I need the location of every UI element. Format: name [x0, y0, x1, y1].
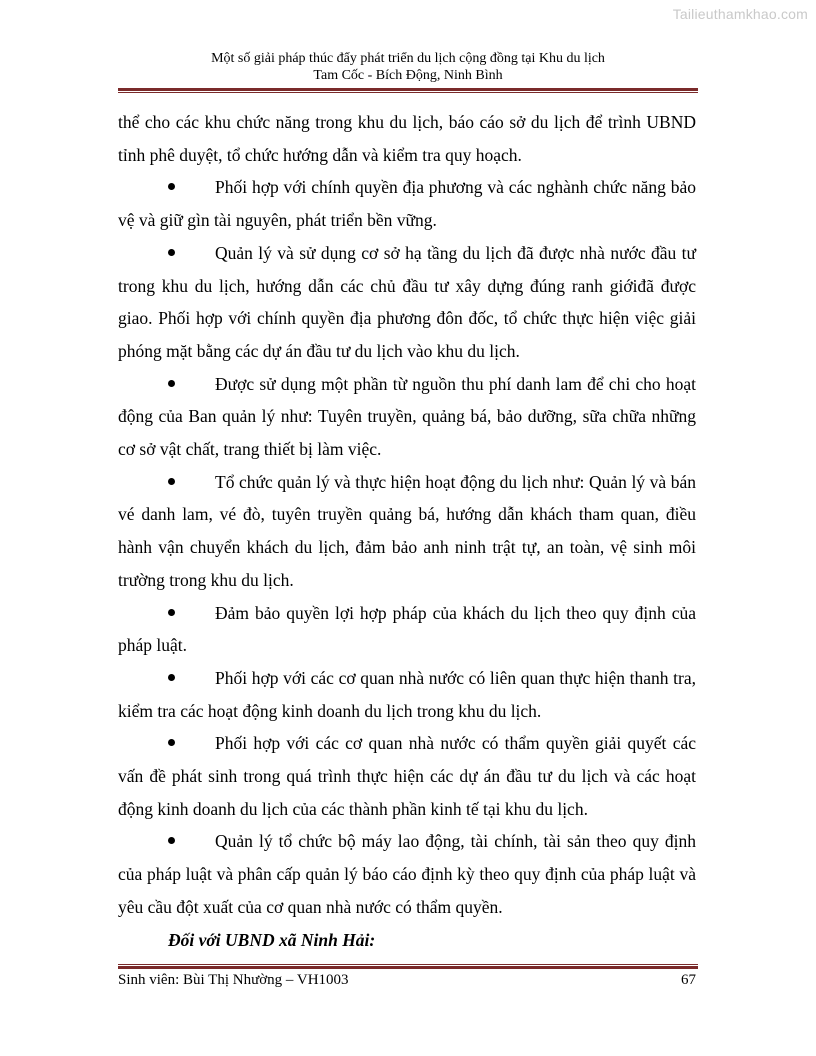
section-subheading: Đối với UBND xã Ninh Hải:	[168, 929, 376, 950]
bullet-icon	[168, 609, 175, 616]
bullet-paragraph: Phối hợp với chính quyền địa phương và các nghành chức năng bảo vệ và giữ gìn tài nguyên, phát triển bền vững.	[118, 177, 696, 231]
bullet-icon	[168, 674, 175, 681]
bullet-paragraph: Tổ chức quản lý và thực hiện hoạt động du lịch như: Quản lý và bán vé danh lam, vé đò, tuyên truyền quảng bá, hướng dẫn khách tham quan, điều hành vận chuyển khách du lịch, đảm bảo anh ninh trật tự, an toàn, vệ sinh môi trường trong khu du lịch.	[118, 471, 696, 590]
bullet-paragraph: Phối hợp với các cơ quan nhà nước có thẩm quyền giải quyết các vấn đề phát sinh trong quá trình thực hiện các dự án đầu tư du lịch và các hoạt động kinh doanh du lịch của các thành phần kinh tế tại khu du lịch.	[118, 733, 696, 819]
watermark: Tailieuthamkhao.com	[672, 6, 808, 22]
footer-rule	[118, 964, 698, 969]
intro-paragraph: thể cho các khu chức năng trong khu du lịch, báo cáo sở du lịch để trình UBND tỉnh phê duyệt, tổ chức hướng dẫn và kiểm tra quy hoạch.	[118, 112, 696, 165]
body-content	[118, 106, 696, 956]
header-line-1: Một số giải pháp thúc đẩy phát triển du lịch cộng đồng tại Khu du lịch	[211, 51, 605, 66]
footer-author: Sinh viên: Bùi Thị Nhường – VH1003	[118, 972, 349, 988]
header-rule	[118, 88, 698, 93]
bullet-icon	[168, 478, 175, 485]
running-header	[118, 50, 698, 84]
header-line-2: Tam Cốc - Bích Động, Ninh Bình	[313, 68, 503, 83]
page-number: 67	[681, 972, 696, 988]
bullet-paragraph: Đảm bảo quyền lợi hợp pháp của khách du lịch theo quy định của pháp luật.	[118, 602, 696, 656]
bullet-paragraph: Phối hợp với các cơ quan nhà nước có liên quan thực hiện thanh tra, kiểm tra các hoạt động kinh doanh du lịch trong khu du lịch.	[118, 667, 696, 721]
bullet-icon	[168, 837, 175, 844]
bullet-icon	[168, 249, 175, 256]
page-footer	[118, 972, 696, 989]
bullet-icon	[168, 739, 175, 746]
bullet-icon	[168, 183, 175, 190]
bullet-paragraph: Quản lý và sử dụng cơ sở hạ tầng du lịch đã được nhà nước đầu tư trong khu du lịch, hướng dẫn các chủ đầu tư xây dựng đúng ranh giớiđã được giao. Phối hợp với chính quyền địa phương đôn đốc, tổ chức thực hiện việc giải phóng mặt bằng các dự án đầu tư du lịch vào khu du lịch.	[118, 242, 696, 361]
bullet-icon	[168, 380, 175, 387]
bullet-paragraph: Quản lý tổ chức bộ máy lao động, tài chính, tài sản theo quy định của pháp luật và phân cấp quản lý báo cáo định kỳ theo quy định của pháp luật và yêu cầu đột xuất của cơ quan nhà nước có thẩm quyền.	[118, 831, 696, 917]
bullet-paragraph: Được sử dụng một phần từ nguồn thu phí danh lam để chi cho hoạt động của Ban quản lý như: Tuyên truyền, quảng bá, bảo dưỡng, sữa chữa những cơ sở vật chất, trang thiết bị làm việc.	[118, 373, 696, 460]
